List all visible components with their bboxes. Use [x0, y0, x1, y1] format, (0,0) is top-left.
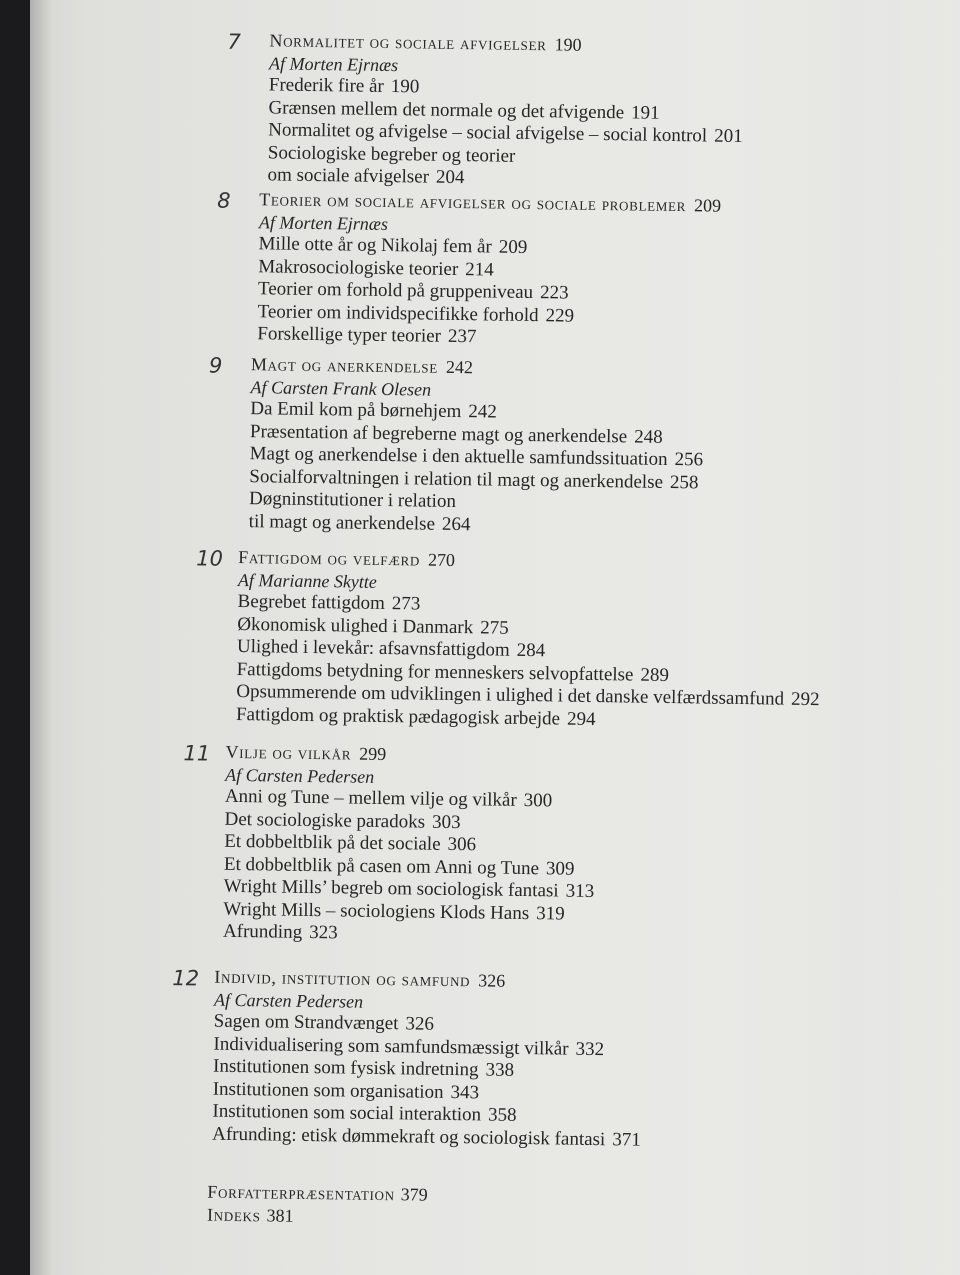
entry-title: Individualisering som samfundsmæssigt vilkår	[213, 1033, 569, 1060]
entry-title: Anni og Tune – mellem vilje og vilkår	[224, 785, 517, 811]
entry-title: Institutionen som organisation	[212, 1078, 444, 1103]
entry-page: 358	[487, 1104, 517, 1126]
chapter-9	[208, 353, 705, 539]
entry-title: til magt og anerkendelse	[248, 510, 436, 535]
entry-page: 289	[640, 664, 670, 686]
chapter-12	[172, 966, 643, 1152]
chapter-8	[217, 188, 722, 352]
entry-title: Det sociologiske paradoks	[224, 808, 426, 833]
chapter-title: Magt og anerkendelse	[250, 354, 439, 377]
entry-page: 294	[566, 708, 596, 730]
entry-title: Døgninstitutioner i relation	[248, 488, 457, 512]
entry-title: Frederik fire år	[268, 74, 384, 97]
entry-page: 214	[465, 258, 494, 281]
entry-page: 229	[545, 304, 575, 327]
entry-title: Mille otte år og Nikolaj fem år	[258, 233, 492, 258]
back-matter-page: 381	[266, 1205, 294, 1226]
entry-title: Sociologiske begreber og teorier	[267, 141, 516, 167]
book-page	[30, 0, 960, 1275]
chapter-number: 7	[227, 29, 241, 54]
entry-title: Økonomisk ulighed i Danmark	[237, 613, 474, 638]
entry-title: Wright Mills’ begreb om sociologisk fantasi	[223, 875, 559, 902]
chapter-author: Af Marianne Skytte	[237, 569, 378, 592]
entry-title: Forskellige typer teorier	[257, 323, 442, 347]
chapter-title: Normalitet og sociale afvigelser	[269, 30, 547, 55]
chapter-author: Af Carsten Pedersen	[213, 989, 364, 1012]
chapter-title: Individ, institution og samfund	[214, 966, 471, 991]
chapter-page: 299	[359, 743, 387, 765]
entry-title: Begrebet fattigdom	[237, 590, 385, 615]
chapter-number: 9	[208, 353, 223, 378]
entry-title: Afrunding	[222, 920, 303, 943]
entry-page: 209	[498, 236, 528, 258]
chapter-11	[183, 741, 596, 949]
entry-title: Wright Mills – sociologiens Klods Hans	[223, 898, 530, 924]
chapter-title: Teorier om sociale afvigelser og sociale problemer	[259, 189, 687, 216]
entry-page: 191	[630, 101, 660, 124]
entry-page: 306	[447, 833, 477, 856]
entry-title: Opsummerende om udviklingen i ulighed i det danske velfærdssamfund	[236, 680, 785, 710]
entry-page: 256	[674, 449, 704, 471]
entry-page: 201	[714, 125, 743, 147]
entry-title: Et dobbeltblik på det sociale	[224, 830, 441, 855]
entry-page: 273	[391, 593, 421, 615]
entry-title: Teorier om forhold på gruppeniveau	[257, 278, 534, 304]
entry-title: om sociale afvigelser	[267, 164, 430, 188]
entry-title: Institutionen som social interaktion	[212, 1100, 482, 1126]
entry-page: 309	[545, 857, 575, 880]
entry-page: 343	[450, 1081, 480, 1103]
back-matter-title: Forfatterpræsentation	[207, 1181, 395, 1205]
chapter-7	[227, 29, 744, 193]
entry-page: 204	[435, 166, 465, 189]
chapter-author: Af Morten Ejrnæs	[258, 212, 389, 235]
chapter-page: 242	[445, 356, 474, 378]
chapter-title: Fattigdom og velfærd	[238, 546, 421, 570]
entry-title: Fattigdoms betydning for menneskers selvopfattelse	[236, 658, 634, 685]
entry-title: Da Emil kom på børnehjem	[250, 398, 462, 423]
entry-title: Magt og anerkendelse i den aktuelle samfundssituation	[249, 443, 668, 470]
entry-title: Normalitet og afvigelse – social afvigelse – social kontrol	[268, 119, 708, 147]
toc-entry	[212, 1123, 641, 1151]
chapter-number: 10	[196, 546, 224, 571]
entry-page: 284	[516, 639, 546, 662]
entry-page: 326	[405, 1013, 435, 1035]
back-matter-item	[207, 1181, 428, 1207]
back-matter-item	[207, 1204, 428, 1230]
back-matter	[207, 1181, 428, 1230]
entry-page: 264	[441, 513, 471, 535]
chapter-page: 209	[693, 195, 722, 216]
chapter-author: Af Morten Ejrnæs	[268, 53, 399, 76]
entry-page: 338	[485, 1059, 515, 1081]
chapter-page: 326	[478, 970, 506, 991]
chapter-number: 8	[217, 188, 231, 213]
table-of-contents	[30, 0, 960, 1275]
entry-page: 313	[565, 880, 595, 902]
chapter-author: Af Carsten Frank Olesen	[250, 377, 432, 400]
entry-page: 303	[431, 811, 461, 833]
back-matter-title: Indeks	[206, 1204, 261, 1226]
entry-title: Institutionen som fysisk indretning	[212, 1055, 479, 1081]
chapter-author: Af Carsten Pedersen	[225, 764, 375, 787]
entry-title: Afrunding: etisk dømmekraft og sociologisk fantasi	[212, 1123, 606, 1150]
entry-page: 258	[669, 471, 699, 493]
entry-page: 323	[309, 921, 338, 944]
chapter-page: 190	[554, 34, 582, 55]
entry-page: 237	[447, 325, 477, 348]
chapter-title: Vilje og vilkår	[225, 741, 352, 764]
entry-page: 275	[480, 616, 509, 639]
entry-page: 248	[634, 425, 663, 448]
entry-title: Makrosociologiske teorier	[258, 255, 459, 280]
entry-title: Teorier om individspecifikke forhold	[257, 300, 539, 326]
entry-title: Præsentation af begreberne magt og anerkendelse	[249, 420, 628, 447]
entry-page: 242	[468, 401, 498, 423]
back-matter-page: 379	[400, 1184, 428, 1205]
entry-page: 292	[790, 688, 820, 711]
entry-page: 332	[575, 1038, 605, 1060]
entry-page: 300	[523, 789, 553, 812]
entry-page: 371	[612, 1128, 641, 1151]
chapter-10	[196, 546, 822, 734]
entry-title: Fattigdom og praktisk pædagogisk arbejde	[235, 703, 561, 729]
entry-page: 319	[536, 902, 565, 925]
entry-page: 190	[390, 76, 420, 98]
entry-title: Sagen om Strandvænget	[213, 1010, 399, 1035]
entry-title: Grænsen mellem det normale og det afvigende	[268, 96, 625, 123]
entry-page: 223	[539, 282, 569, 304]
chapter-number: 11	[183, 741, 211, 766]
entry-title: Socialforvaltningen i relation til magt og anerkendelse	[249, 465, 664, 493]
chapter-number: 12	[172, 966, 200, 991]
entry-title: Et dobbeltblik på casen om Anni og Tune	[223, 853, 540, 879]
chapter-page: 270	[427, 549, 456, 570]
entry-title: Ulighed i levekår: afsavnsfattigdom	[236, 635, 510, 661]
